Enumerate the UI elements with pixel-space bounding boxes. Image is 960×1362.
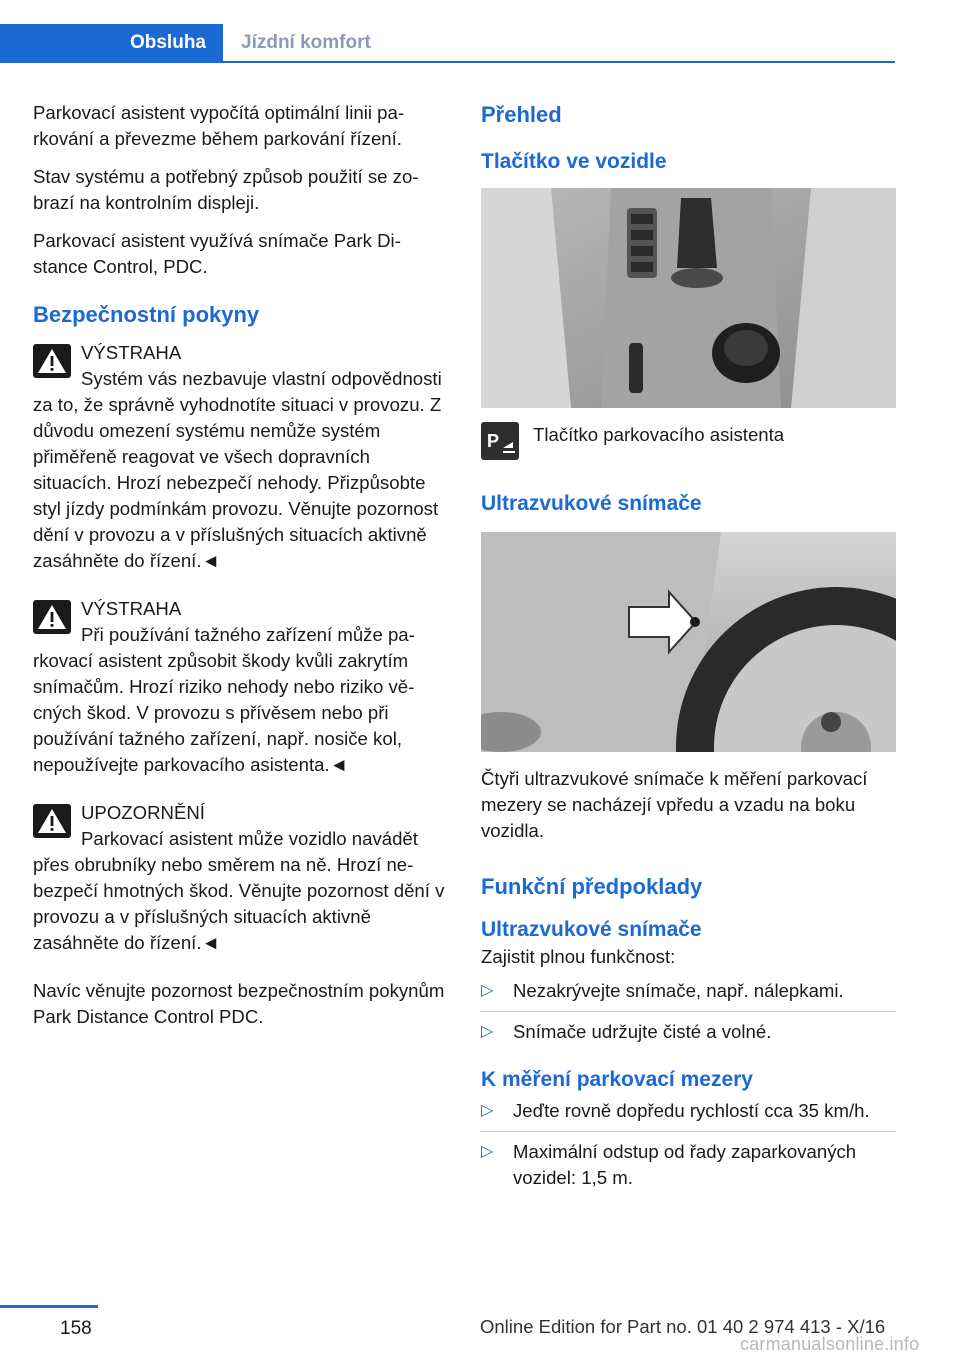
measure-heading: K měření parkovací mezery (481, 1068, 753, 1091)
intro-paragraph-3: Parkovací asistent využívá snímače Park Distance Control, PDC. (33, 230, 401, 277)
sensor-location-photo (481, 532, 896, 752)
list-item: ▷ Maximální odstup od řady zaparkovaných vozidel: 1,5 m. (481, 1141, 857, 1188)
warning-triangle-icon (33, 804, 71, 838)
warning-triangle-icon (33, 344, 71, 378)
bullet-triangle-icon: ▷ (481, 982, 494, 999)
bullet-triangle-icon: ▷ (481, 1102, 494, 1119)
chapter-tab-active[interactable]: Obsluha (0, 24, 223, 62)
bullet-triangle-icon: ▷ (481, 1023, 494, 1040)
overview-heading: Přehled (481, 102, 562, 127)
watermark: carmanualsonline.info (740, 1334, 920, 1354)
warning-body: Při používání tažného zařízení může parkovací asistent způsobit škody kvůli zakrytím snímačům. Hrozí riziko nehody nebo riziko věcných škod. V provozu s přívěsem nebo při používání tažného zařízení, např. nosiče kol, nepoužívejte parkovacího asistenta.◄ (33, 624, 415, 775)
warning-body: Systém vás nezbavuje vlastní odpovědnosti za to, že správně vyhodnotíte situaci v provozu. Z důvodu omezení systému nemůže systém přiměřeně reagovat ve všech dopravních situacích. Hrozí nebezpečí nehody. Přizpůsobte styl jízdy podmínkám provozu. Věnujte pozornost dění v provozu a v příslušných situacích aktivně zasáhněte do řízení.◄ (33, 368, 442, 571)
notice-block (33, 800, 448, 956)
requirements-sensors-heading: Ultrazvukové snímače (481, 918, 702, 941)
sensors-heading: Ultrazvukové snímače (481, 492, 702, 515)
header-rule (0, 61, 895, 63)
measure-list (481, 1098, 896, 1198)
footer-rule (0, 1305, 98, 1308)
notice-body: Parkovací asistent může vozidlo navádět přes obrubníky nebo směrem na ně. Hrozí nebezpečí hmotných škod. Věnujte pozornost dění v provozu a v příslušných situacích aktivně zasáhněte do řízení.◄ (33, 828, 445, 953)
requirements-intro: Zajistit plnou funkčnost: (481, 946, 676, 967)
svg-text:P: P (487, 431, 500, 451)
page-number: 158 (60, 1318, 92, 1339)
final-paragraph: Navíc věnujte pozornost bezpečnostním pokynům Park Distance Control PDC. (33, 980, 445, 1027)
notice-title: UPOZORNĚNÍ (81, 802, 205, 823)
button-caption-row (481, 422, 896, 460)
list-item: ▷ Nezakrývejte snímače, např. nálepkami. (481, 978, 896, 1012)
warning-title: VÝSTRAHA (81, 598, 182, 619)
requirements-heading: Funkční předpoklady (481, 874, 703, 899)
intro-paragraph-1: Parkovací asistent vypočítá optimální linii parkování a převezme během parkování řízení. (33, 102, 405, 149)
right-column (481, 100, 896, 1212)
button-caption: Tlačítko parkovacího asistenta (533, 424, 785, 445)
list-item: ▷ Jeďte rovně dopředu rychlostí cca 35 km/h. (481, 1098, 896, 1132)
intro-paragraph-2: Stav systému a potřebný způsob použití se zobrazí na kontrolním displeji. (33, 166, 419, 213)
bullet-triangle-icon: ▷ (481, 1143, 494, 1160)
requirements-list (481, 978, 896, 1052)
button-heading: Tlačítko ve vozidle (481, 150, 667, 173)
left-column (33, 100, 448, 1042)
edition-note: Online Edition for Part no. 01 40 2 974 413 - X/16 (480, 1316, 886, 1337)
safety-heading: Bezpečnostní pokyny (33, 302, 260, 327)
parking-assistant-button-icon (481, 422, 519, 460)
warning-triangle-icon (33, 600, 71, 634)
warning-title: VÝSTRAHA (81, 342, 182, 363)
chapter-tab-inactive[interactable]: Jízdní komfort (241, 32, 371, 53)
console-photo (481, 188, 896, 408)
sensors-description: Čtyři ultrazvukové snímače k měření parkovací mezery se nacházejí vpředu a vzadu na boku vozidla. (481, 768, 868, 841)
warning-block-2 (33, 596, 448, 778)
warning-block-1 (33, 340, 448, 574)
list-item: ▷ Snímače udržujte čisté a volné. (481, 1019, 896, 1052)
